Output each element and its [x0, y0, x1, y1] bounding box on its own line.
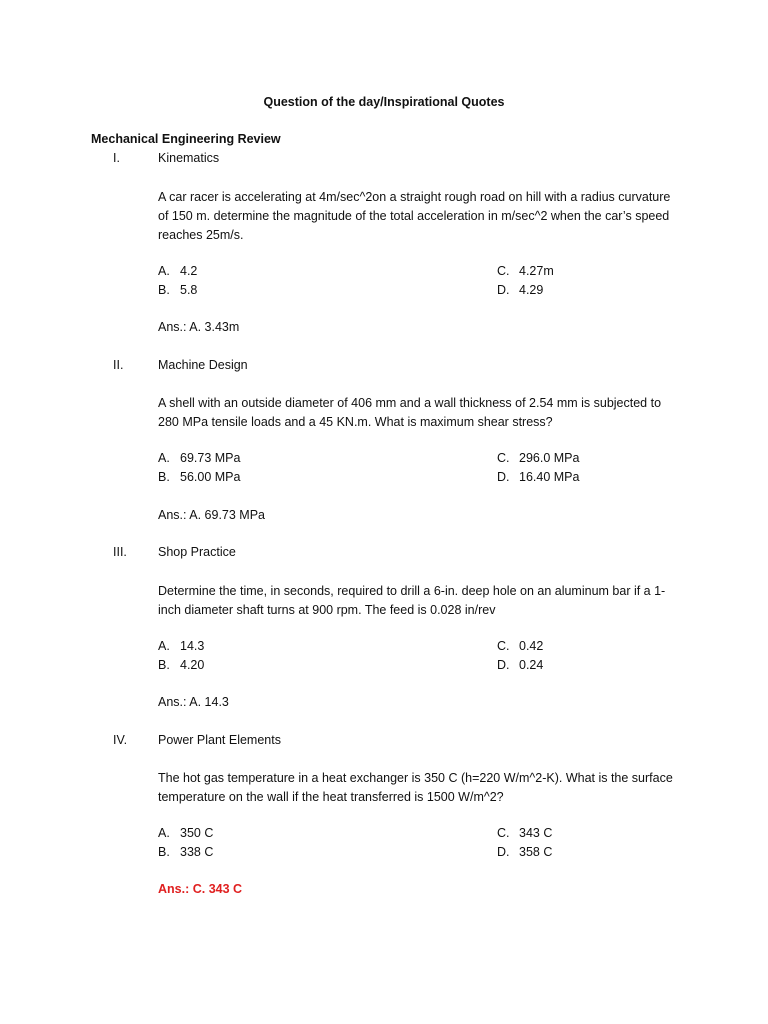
option-b [158, 845, 213, 859]
question-text: A car racer is accelerating at 4m/sec^2on a straight rough road on hill with a radius curvature of 150 m. determine the magnitude of the total acceleration in m/sec^2 when the car’s speed reaches 25m/s. [158, 190, 671, 242]
section-number: III. [113, 545, 127, 559]
option-letter: B. [158, 470, 170, 484]
option-letter: C. [497, 451, 510, 465]
option-letter: D. [497, 283, 510, 297]
option-c [497, 826, 552, 840]
option-c [497, 451, 579, 465]
option-a [158, 264, 197, 278]
option-value: 4.29 [519, 283, 544, 297]
answer-text: Ans.: A. 14.3 [158, 695, 229, 709]
option-c [497, 264, 554, 278]
option-b [158, 283, 197, 297]
answer-text-highlighted: Ans.: C. 343 C [158, 882, 243, 896]
option-letter: C. [497, 826, 510, 840]
option-letter: B. [158, 283, 170, 297]
question-text: Determine the time, in seconds, required to drill a 6-in. deep hole on an aluminum bar if a 1-inch diameter shaft turns at 900 rpm. The feed is 0.028 in/rev [158, 584, 666, 617]
answer-text: Ans.: A. 3.43m [158, 320, 240, 334]
review-subtitle: Mechanical Engineering Review [91, 132, 281, 146]
option-value: 0.42 [519, 639, 544, 653]
option-value: 14.3 [180, 639, 205, 653]
section-title-machine-design: Machine Design [158, 358, 248, 372]
option-letter: A. [158, 826, 170, 840]
option-letter: D. [497, 470, 510, 484]
option-value: 0.24 [519, 658, 544, 672]
option-letter: C. [497, 264, 510, 278]
option-value: 358 C [519, 845, 553, 859]
section-title-shop-practice: Shop Practice [158, 545, 236, 559]
question-text: A shell with an outside diameter of 406 mm and a wall thickness of 2.54 mm is subjected to 280 MPa tensile loads and a 45 KN.m. What is maximum shear stress? [158, 396, 662, 429]
option-letter: D. [497, 658, 510, 672]
option-value: 4.2 [180, 264, 198, 278]
section-title-kinematics: Kinematics [158, 151, 220, 165]
option-d [497, 845, 552, 859]
option-a [158, 826, 213, 840]
option-value: 4.20 [180, 658, 205, 672]
option-value: 350 C [180, 826, 214, 840]
option-letter: B. [158, 658, 170, 672]
option-letter: D. [497, 845, 510, 859]
option-value: 16.40 MPa [519, 470, 580, 484]
option-value: 5.8 [180, 283, 198, 297]
option-value: 338 C [180, 845, 214, 859]
option-d [497, 658, 543, 672]
option-value: 4.27m [519, 264, 554, 278]
option-c [497, 639, 543, 653]
answer-text: Ans.: A. 69.73 MPa [158, 508, 266, 522]
option-letter: A. [158, 639, 170, 653]
option-d [497, 470, 579, 484]
option-letter: C. [497, 639, 510, 653]
option-letter: A. [158, 451, 170, 465]
option-b [158, 470, 240, 484]
option-value: 296.0 MPa [519, 451, 580, 465]
section-number: I. [113, 151, 120, 165]
option-value: 69.73 MPa [180, 451, 241, 465]
page-title: Question of the day/Inspirational Quotes [263, 95, 505, 109]
section-title-power-plant: Power Plant Elements [158, 733, 281, 747]
option-a [158, 639, 204, 653]
option-b [158, 658, 204, 672]
option-letter: A. [158, 264, 170, 278]
section-number: IV. [113, 733, 128, 747]
option-a [158, 451, 240, 465]
option-value: 343 C [519, 826, 553, 840]
option-d [497, 283, 543, 297]
option-letter: B. [158, 845, 170, 859]
option-value: 56.00 MPa [180, 470, 241, 484]
section-number: II. [113, 358, 124, 372]
question-text: The hot gas temperature in a heat exchanger is 350 C (h=220 W/m^2-K). What is the surface temperature on the wall if the heat transferred is 1500 W/m^2? [158, 771, 673, 804]
